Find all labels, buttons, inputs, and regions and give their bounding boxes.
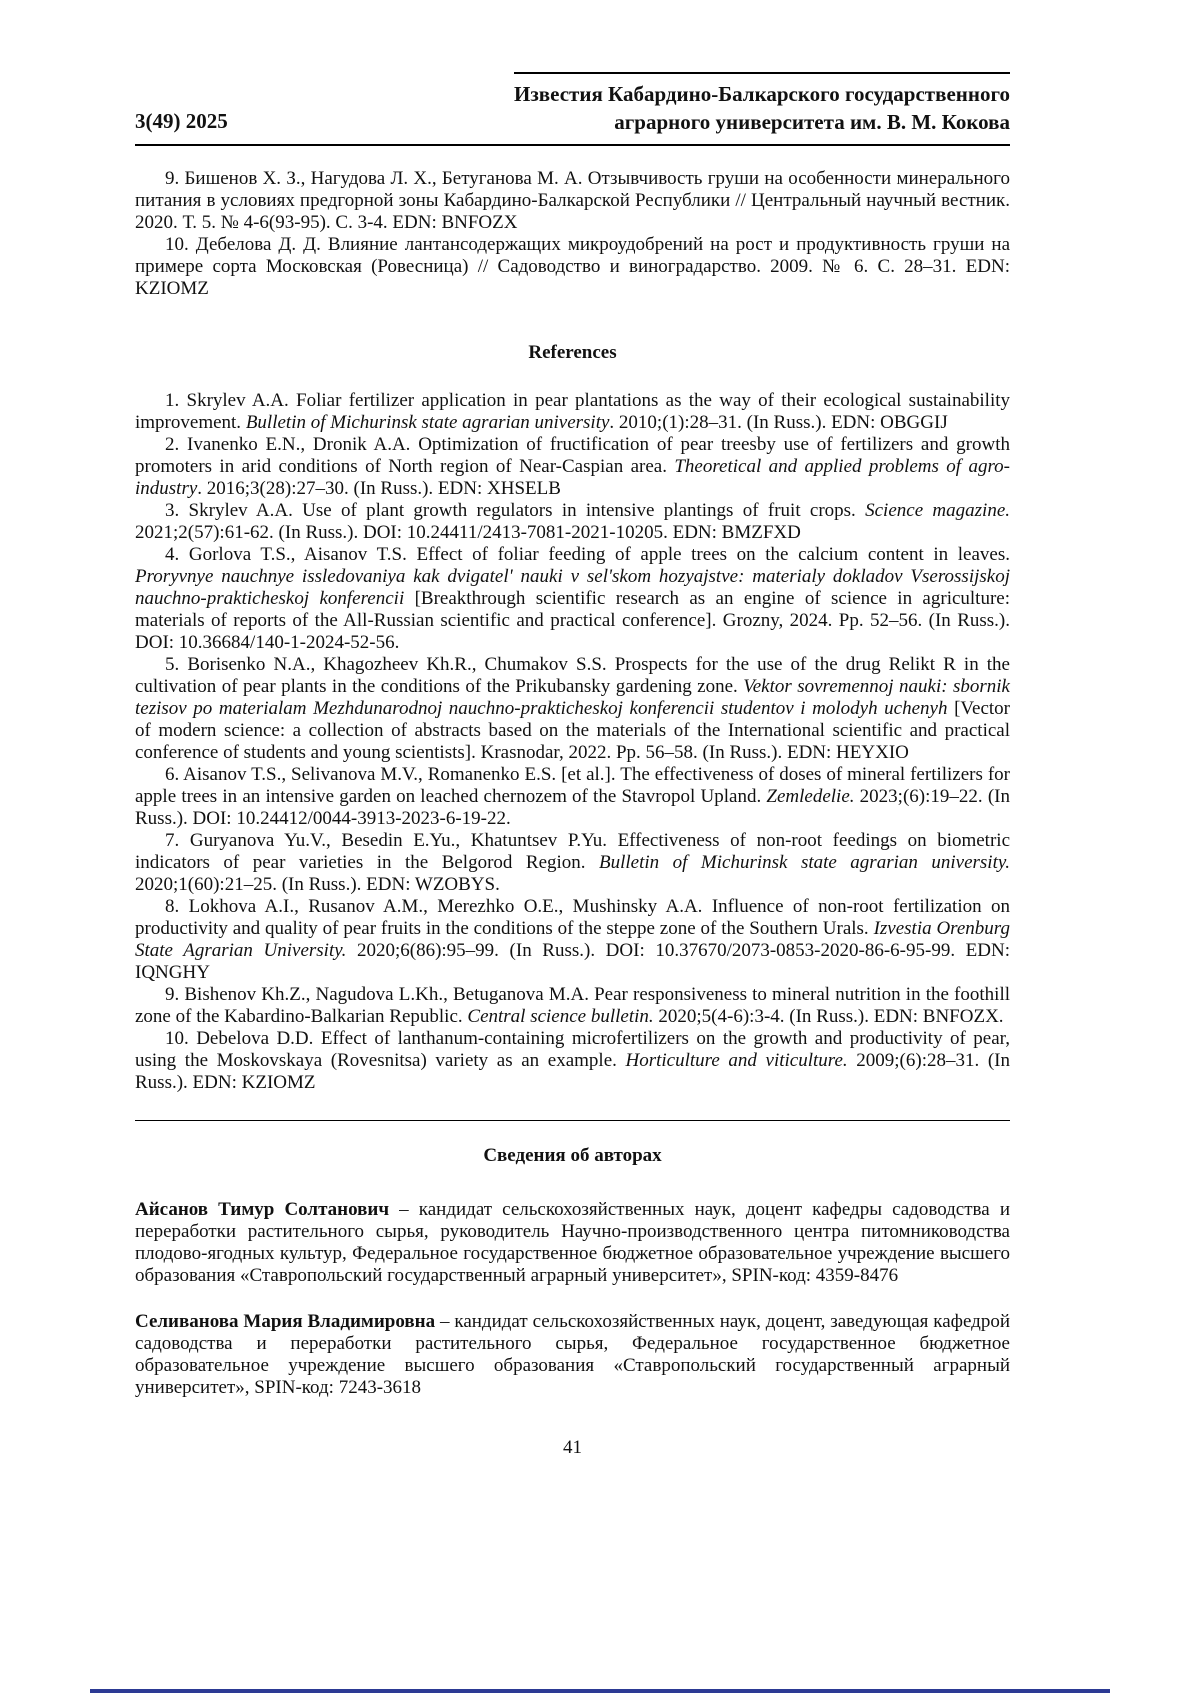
reference-item-ru <box>135 234 1010 300</box>
text-segment: 2009;(6):28–31. (In Russ.). EDN: KZIOMZ <box>135 1050 1010 1093</box>
english-references-list <box>135 390 1010 1094</box>
text-segment: 2021;2(57):61-62. (In Russ.). DOI: 10.24411/2413-7081-2021-10205. EDN: BMZFXD <box>135 522 801 543</box>
text-segment: 2023;(6):19–22. (In Russ.). DOI: 10.24412/0044-3913-2023-6-19-22. <box>135 786 1010 829</box>
text-segment: 2020;6(86):95–99. (In Russ.). DOI: 10.37670/2073-0853-2020-86-6-95-99. EDN: IQNGHY <box>135 940 1010 983</box>
author-info-paragraph <box>135 1311 1010 1399</box>
page-header <box>135 72 1010 146</box>
reference-item-en <box>135 654 1010 764</box>
page-number: 41 <box>563 1437 582 1458</box>
authors-info <box>135 1199 1010 1399</box>
journal-title <box>514 72 1010 136</box>
text-segment: Proryvnye nauchnye issledovaniya kak dvigatel' nauki v sel'skom hozyajstve: materialy dokladov Vserossijskoj nauchno-prakticheskoj konferencii <box>135 566 1010 609</box>
text-segment: 5. Borisenko N.A., Khagozheev Kh.R., Chumakov S.S. Prospects for the use of the drug Relikt R in the cultivation of pear plants in the conditions of the Prikubansky gardening zone. <box>135 654 1010 697</box>
journal-title-line1: Известия Кабардино-Балкарского государственного <box>514 82 1010 106</box>
text-segment: 10. Дебелова Д. Д. Влияние лантансодержащих микроудобрений на рост и продуктивность груши на примере сорта Московская (Ровесница) // Садоводство и виноградарство. 2009. № 6. С. 28–31. EDN: KZIOMZ <box>135 234 1010 299</box>
text-segment: – кандидат сельскохозяйственных наук, доцент, заведующая кафедрой садоводства и переработки растительного сырья, Федеральное государственное бюджетное образовательное учреждение высшего образования «Ставропольский государственный аграрный университет», SPIN-код: 7243-3618 <box>135 1311 1010 1398</box>
page-body <box>135 168 1010 1459</box>
text-segment: . 2016;3(28):27–30. (In Russ.). EDN: XHSELB <box>197 478 561 499</box>
text-segment: 3. Skrylev A.A. Use of plant growth regulators in intensive plantings of fruit crops. <box>165 500 866 521</box>
author-info-paragraph <box>135 1199 1010 1287</box>
text-segment: Zemledelie. <box>766 786 855 807</box>
text-segment: 2020;1(60):21–25. (In Russ.). EDN: WZOBYS. <box>135 874 500 895</box>
authors-heading: Сведения об авторах <box>483 1145 662 1166</box>
text-segment: 2020;5(4-6):3-4. (In Russ.). EDN: BNFOZX. <box>653 1006 1004 1027</box>
text-segment: Izvestia Orenburg State Agrarian University. <box>135 918 1010 961</box>
text-segment: Селиванова Мария Владимировна <box>135 1311 436 1332</box>
journal-title-line2: аграрного университета им. В. М. Кокова <box>614 110 1010 134</box>
text-segment: Central science bulletin. <box>467 1006 654 1027</box>
text-segment: 1. Skrylev A.A. Foliar fertilizer application in pear plantations as the way of their ecological sustainability improvement. <box>135 390 1010 433</box>
reference-item-en <box>135 500 1010 544</box>
text-segment: Bulletin of Michurinsk state agrarian university. <box>599 852 1010 873</box>
text-segment: Science magazine. <box>865 500 1010 521</box>
reference-item-en <box>135 896 1010 984</box>
reference-item-en <box>135 390 1010 434</box>
reference-item-en <box>135 764 1010 830</box>
text-segment: Айсанов Тимур Солтанович <box>135 1199 390 1220</box>
reference-item-en <box>135 544 1010 654</box>
reference-item-en <box>135 1028 1010 1094</box>
text-segment: 9. Бишенов Х. З., Нагудова Л. Х., Бетуганова М. А. Отзывчивость груши на особенности минерального питания в условиях предгорной зоны Кабардино-Балкарской Республики // Центральный научный вестник. 2020. Т. 5. № 4-6(93-95). С. 3-4. EDN: BNFOZX <box>135 168 1010 233</box>
text-segment: 4. Gorlova T.S., Aisanov T.S. Effect of foliar feeding of apple trees on the calcium content in leaves. <box>165 544 1010 565</box>
russian-references-tail <box>135 168 1010 300</box>
text-segment: Theoretical and applied problems of agro-industry <box>135 456 1010 499</box>
text-segment: [Vector of modern science: a collection of abstracts based on the materials of the International scientific and practical conference of students and young scientists]. Krasnodar, 2022. Pp. 56–58. (In Russ.). EDN: HEYXIO <box>135 698 1010 763</box>
text-segment: Horticulture and viticulture. <box>625 1050 848 1071</box>
text-segment: . 2010;(1):28–31. (In Russ.). EDN: OBGGIJ <box>609 412 948 433</box>
section-divider-rule <box>135 1120 1010 1121</box>
issue-number: 3(49) 2025 <box>135 109 228 133</box>
reference-item-en <box>135 984 1010 1028</box>
text-segment: [Breakthrough scientific research as an engine of science in agriculture: materials of reports of the All-Russian scientific and practical conference]. Grozny, 2024. Pp. 52–56. (In Russ.). DOI: 10.36684/140-1-2024-52-56. <box>135 588 1011 653</box>
reference-item-en <box>135 434 1010 500</box>
text-segment: 10. Debelova D.D. Effect of lanthanum-containing microfertilizers on the growth and productivity of pear, using the Moskovskaya (Rovesnitsa) variety as an example. <box>135 1028 1010 1071</box>
references-heading: References <box>528 342 617 363</box>
text-segment: – кандидат сельскохозяйственных наук, доцент кафедры садоводства и переработки растительного сырья, руководитель Научно-производственного центра питомниководства плодово-ягодных культур, Федеральное государственное бюджетное образовательное учреждение высшего образования «Ставропольский государственный аграрный университет», SPIN-код: 4359-8476 <box>135 1199 1010 1286</box>
text-segment: 2. Ivanenko E.N., Dronik A.A. Optimization of fructification of pear treesby use of fertilizers and growth promoters in arid conditions of North region of Near-Caspian area. <box>135 434 1010 477</box>
text-segment: 6. Aisanov T.S., Selivanova M.V., Romanenko E.S. [et al.]. The effectiveness of doses of mineral fertilizers for apple trees in an intensive garden on leached chernozem of the Stavropol Upland. <box>135 764 1010 807</box>
text-segment: 9. Bishenov Kh.Z., Nagudova L.Kh., Betuganova M.A. Pear responsiveness to mineral nutrition in the foothill zone of the Kabardino-Balkarian Republic. <box>135 984 1010 1027</box>
footer-rule <box>90 1689 1110 1693</box>
text-segment: 7. Guryanova Yu.V., Besedin E.Yu., Khatuntsev P.Yu. Effectiveness of non-root feedings on biometric indicators of pear varieties in the Belgorod Region. <box>135 830 1010 873</box>
reference-item-en <box>135 830 1010 896</box>
text-segment: Bulletin of Michurinsk state agrarian university <box>245 412 610 433</box>
reference-item-ru <box>135 168 1010 234</box>
text-segment: Vektor sovremennoj nauki: sbornik tezisov po materialam Mezhdunarodnoj nauchno-prakticheskoj konferencii studentov i molodyh uchenyh <box>135 676 1010 719</box>
text-segment: 8. Lokhova A.I., Rusanov A.M., Merezhko O.E., Mushinsky A.A. Influence of non-root fertilization on productivity and quality of pear fruits in the conditions of the steppe zone of the Southern Urals. <box>135 896 1010 939</box>
